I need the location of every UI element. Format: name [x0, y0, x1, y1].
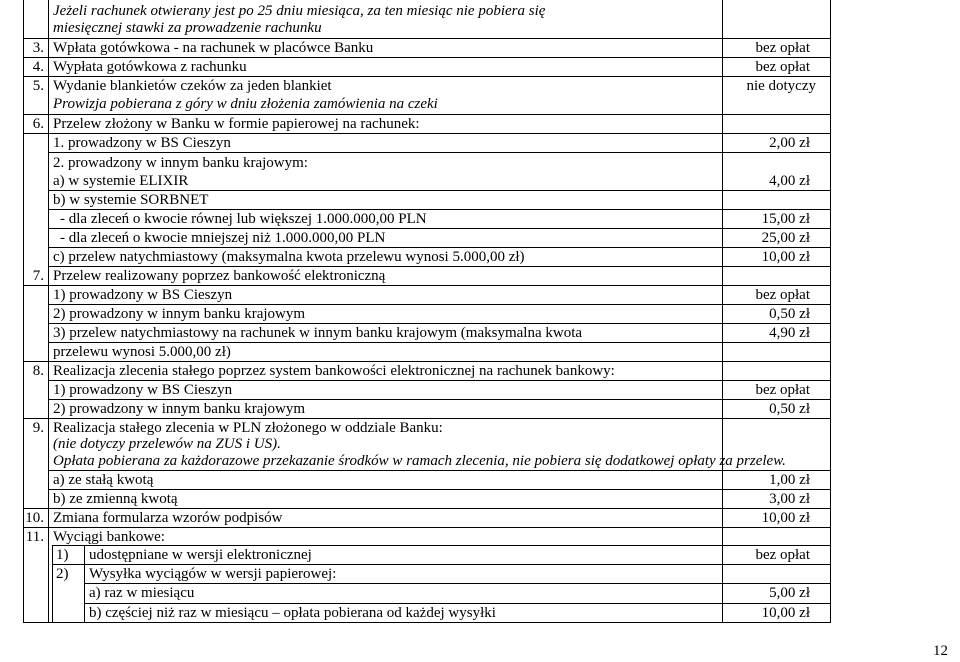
row-rule	[48, 342, 831, 343]
fee-value: 10,00 zł	[761, 249, 810, 265]
fee-value: 4,90 zł	[769, 325, 810, 341]
sub-label: Wysyłka wyciągów w wersji papierowej:	[89, 566, 337, 582]
table-border-number-col	[48, 0, 49, 623]
row-number: 5.	[32, 78, 44, 94]
fee-value: 1,00 zł	[769, 472, 810, 488]
fee-value: 10,00 zł	[761, 510, 810, 526]
row-number: 7.	[32, 268, 44, 284]
row-note: (nie dotyczy przelewów na ZUS i US).	[53, 436, 281, 452]
row-rule	[23, 57, 831, 58]
sub-label: a) raz w miesiącu	[89, 585, 195, 601]
row-rule	[23, 76, 831, 77]
row-rule	[48, 228, 831, 229]
row-note: Opłata pobierana za każdorazowe przekazanie środków w ramach zlecenia, nie pobiera się dodatkowej opłaty za przelew.	[53, 453, 786, 469]
subtable-border-mid	[84, 545, 85, 623]
cell-text: Jeżeli rachunek otwierany jest po 25 dniu miesiąca, za ten miesiąc nie pobiera się	[53, 3, 546, 19]
fee-value: 3,00 zł	[769, 491, 810, 507]
fee-value: bez opłat	[755, 40, 810, 56]
fee-value: bez opłat	[755, 59, 810, 75]
row-number: 8.	[32, 363, 44, 379]
fee-value: 2,00 zł	[769, 135, 810, 151]
row-number: 3.	[32, 40, 44, 56]
row-label: Wpłata gotówkowa - na rachunek w placówce Banku	[53, 40, 374, 56]
row-rule	[48, 209, 831, 210]
row-rule	[23, 418, 831, 419]
fee-value: 15,00 zł	[761, 211, 810, 227]
row-rule	[52, 545, 831, 546]
subtable-border-left	[52, 545, 53, 623]
row-rule	[23, 133, 831, 134]
row-label: Wydanie blankietów czeków za jeden blankiet	[53, 78, 332, 94]
row-rule	[48, 266, 831, 267]
cell-text: miesięcznej stawki za prowadzenie rachunku	[53, 20, 322, 36]
fee-value: 4,00 zł	[769, 173, 810, 189]
sub-label: c) przelew natychmiastowy (maksymalna kwota przelewu wynosi 5.000,00 zł)	[53, 249, 525, 265]
fee-value: 25,00 zł	[761, 230, 810, 246]
sub-label: b) częściej niż raz w miesiącu – opłata pobierana od każdej wysyłki	[89, 605, 496, 621]
sub-label: b) w systemie SORBNET	[53, 192, 209, 208]
subtable-number: 2)	[56, 566, 69, 582]
row-rule	[48, 190, 831, 191]
row-number: 4.	[32, 59, 44, 75]
row-rule	[48, 470, 831, 471]
sub-label: - dla zleceń o kwocie mniejszej niż 1.000.000,00 PLN	[60, 230, 386, 246]
row-rule	[23, 285, 831, 286]
row-rule	[48, 399, 831, 400]
sub-label: - dla zleceń o kwocie równej lub większej 1.000.000,00 PLN	[60, 211, 427, 227]
row-rule	[48, 152, 831, 153]
fee-value: bez opłat	[755, 382, 810, 398]
row-rule	[84, 583, 831, 584]
row-rule	[23, 508, 831, 509]
sub-label: 1. prowadzony w BS Cieszyn	[53, 135, 231, 151]
row-rule	[48, 247, 831, 248]
sub-label: 1) prowadzony w BS Cieszyn	[53, 382, 233, 398]
table-border-bottom	[23, 622, 831, 623]
row-number: 6.	[32, 116, 44, 132]
fee-value: bez opłat	[755, 287, 810, 303]
sub-label: b) ze zmienną kwotą	[53, 491, 178, 507]
subtable-number: 1)	[56, 547, 69, 563]
sub-label: a) w systemie ELIXIR	[53, 173, 189, 189]
row-label: Wyciągi bankowe:	[53, 529, 165, 545]
fee-value: 10,00 zł	[761, 605, 810, 621]
row-label: Przelew złożony w Banku w formie papierowej na rachunek:	[53, 116, 420, 132]
fee-value: 0,50 zł	[769, 306, 810, 322]
row-rule	[48, 304, 831, 305]
sub-label: a) ze stałą kwotą	[53, 472, 154, 488]
row-label: Wypłata gotówkowa z rachunku	[53, 59, 247, 75]
row-rule	[48, 380, 831, 381]
page-number: 12	[933, 643, 948, 659]
fee-value: bez opłat	[755, 547, 810, 563]
row-rule	[52, 564, 831, 565]
fee-value: 5,00 zł	[769, 585, 810, 601]
row-rule	[84, 603, 831, 604]
table-border-right	[830, 0, 831, 623]
sub-label: przelewu wynosi 5.000,00 zł)	[53, 344, 231, 360]
sub-label: 1) prowadzony w BS Cieszyn	[53, 287, 233, 303]
sub-label: 2) prowadzony w innym banku krajowym	[53, 306, 306, 322]
row-rule	[23, 38, 831, 39]
row-note: Prowizja pobierana z góry w dniu złożenia zamówienia na czeki	[53, 96, 438, 112]
sub-label: 3) przelew natychmiastowy na rachunek w innym banku krajowym (maksymalna kwota	[53, 325, 583, 341]
row-rule	[48, 323, 831, 324]
sub-label: udostępniane w wersji elektronicznej	[89, 547, 312, 563]
sub-label: 2) prowadzony w innym banku krajowym	[53, 401, 306, 417]
row-rule	[23, 527, 831, 528]
row-label: Realizacja zlecenia stałego poprzez system bankowości elektronicznej na rachunek bankowy:	[53, 363, 615, 379]
row-rule	[48, 489, 831, 490]
row-label: Przelew realizowany poprzez bankowość elektroniczną	[53, 268, 386, 284]
row-number: 10.	[25, 510, 44, 526]
sub-label: 2. prowadzony w innym banku krajowym:	[53, 155, 308, 171]
fee-value: 0,50 zł	[769, 401, 810, 417]
row-number: 11.	[25, 529, 44, 545]
row-rule	[23, 361, 831, 362]
fee-value: nie dotyczy	[746, 78, 816, 94]
row-rule	[23, 114, 831, 115]
row-label: Realizacja stałego zlecenia w PLN złożonego w oddziale Banku:	[53, 420, 443, 436]
row-number: 9.	[32, 420, 44, 436]
row-label: Zmiana formularza wzorów podpisów	[53, 510, 283, 526]
